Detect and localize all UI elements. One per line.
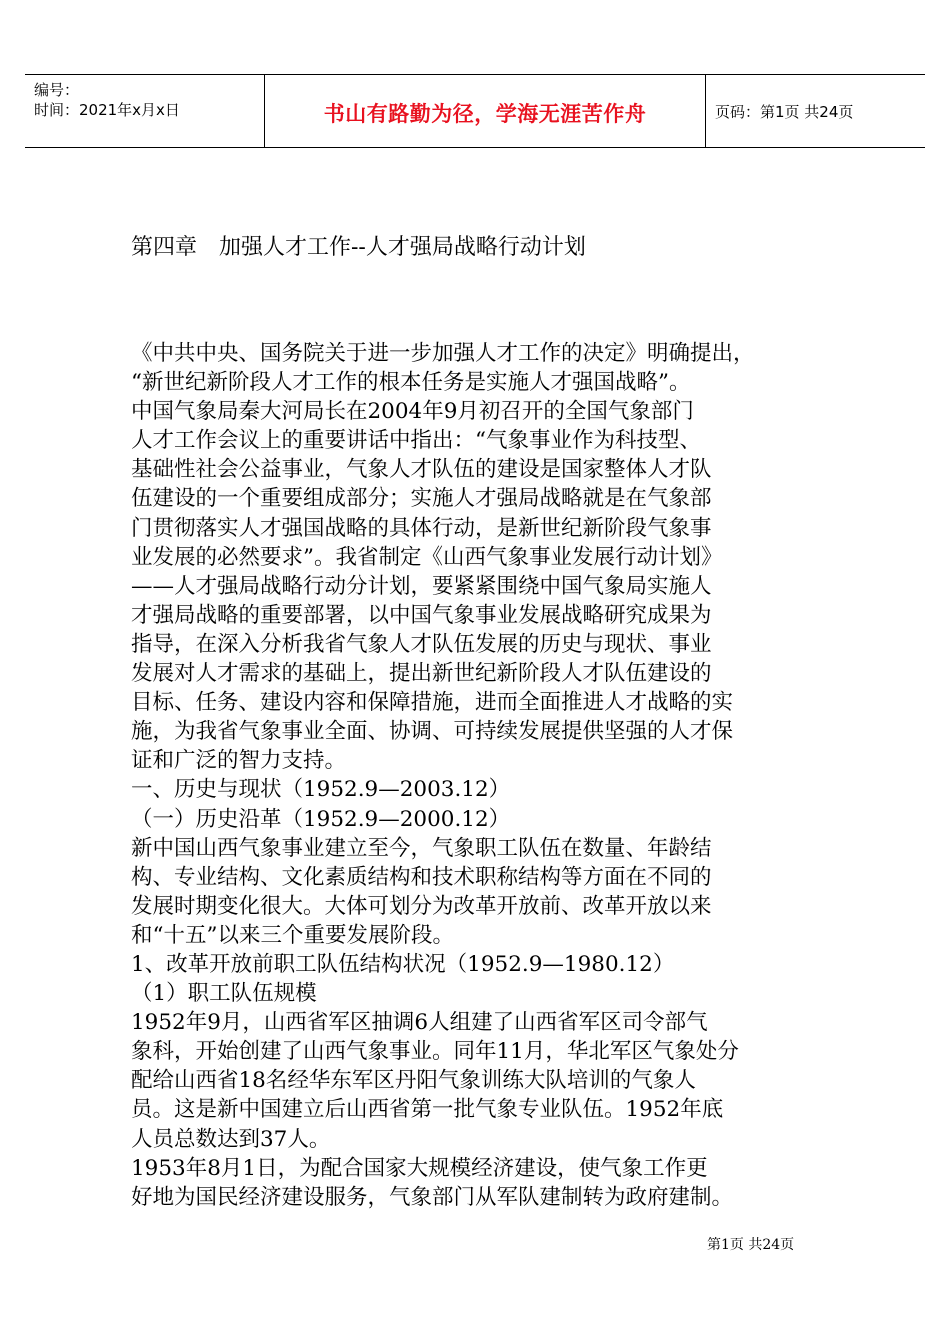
paragraph-1953: 1953年8月1日，为配合国家大规模经济建设，使气象工作更 好地为国民经济建设服务，气象部门从军队建制转为政府建制。	[131, 1155, 734, 1210]
item-heading-workforce-size: （1）职工队伍规模	[131, 981, 317, 1007]
section-heading-history: 一、历史与现状（1952.9—2003.12）	[131, 777, 511, 803]
subsection-heading-pre-reform: 1、改革开放前职工队伍结构状况（1952.9—1980.12）	[131, 951, 675, 977]
page-footer: 第1页 共24页	[707, 1237, 795, 1253]
paragraph-1952: 1952年9月，山西省军区抽调6人组建了山西省军区司令部气 象科，开始创建了山西气象事业。同年11月，华北军区气象处分 配给山西省18名经华东军区丹阳气象训练大队培训的气象人 员。这是新中国建立后山西省第一批气象专业队伍。1952年底 人员总数达到37人。	[131, 1010, 739, 1152]
page-header	[25, 74, 925, 148]
document-body	[131, 339, 831, 1212]
chapter-title: 第四章 加强人才工作--人才强局战略行动计划	[131, 235, 586, 260]
paragraph-intro: 《中共中央、国务院关于进一步加强人才工作的决定》明确提出， “新世纪新阶段人才工作的根本任务是实施人才强国战略”。 中国气象局秦大河局长在2004年9月初召开的全国气象部门 人才工作会议上的重要讲话中指出：“气象事业作为科技型、 基础性社会公益事业，气象人才队伍的建设是国家整体人才队 伍建设的一个重要组成部分；实施人才强局战略就是在气象部 门贯彻落实人才强国战略的具体行动，是新世纪新阶段气象事 业发展的必然要求”。我省制定《山西气象事业发展行动计划》 ——人才强局战略行动分计划，要紧紧围绕中国气象局实施人 才强局战略的重要部署，以中国气象事业发展战略研究成果为 指导，在深入分析我省气象人才队伍发展的历史与现状、事业 发展对人才需求的基础上，提出新世纪新阶段人才队伍建设的 目标、任务、建设内容和保障措施，进而全面推进人才战略的实 施，为我省气象事业全面、协调、可持续发展提供坚强的人才保 证和广泛的智力支持。	[131, 341, 755, 774]
document-date-label: 时间：2021年x月x日	[34, 101, 180, 119]
paragraph-evolution: 新中国山西气象事业建立至今，气象职工队伍在数量、年龄结 构、专业结构、文化素质结构和技术职称结构等方面在不同的 发展时期变化很大。大体可划分为改革开放前、改革开放以来 和“十五”以来三个重要发展阶段。	[131, 835, 712, 948]
subsection-heading-evolution: （一）历史沿革（1952.9—2000.12）	[131, 806, 511, 832]
header-meta-cell	[25, 75, 264, 147]
header-motto-cell	[264, 75, 706, 147]
header-motto: 书山有路勤为径，学海无涯苦作舟	[323, 102, 647, 126]
document-number-label: 编号：	[34, 81, 80, 99]
header-page-cell	[705, 75, 925, 147]
header-page-number: 页码：第1页 共24页	[715, 103, 854, 121]
